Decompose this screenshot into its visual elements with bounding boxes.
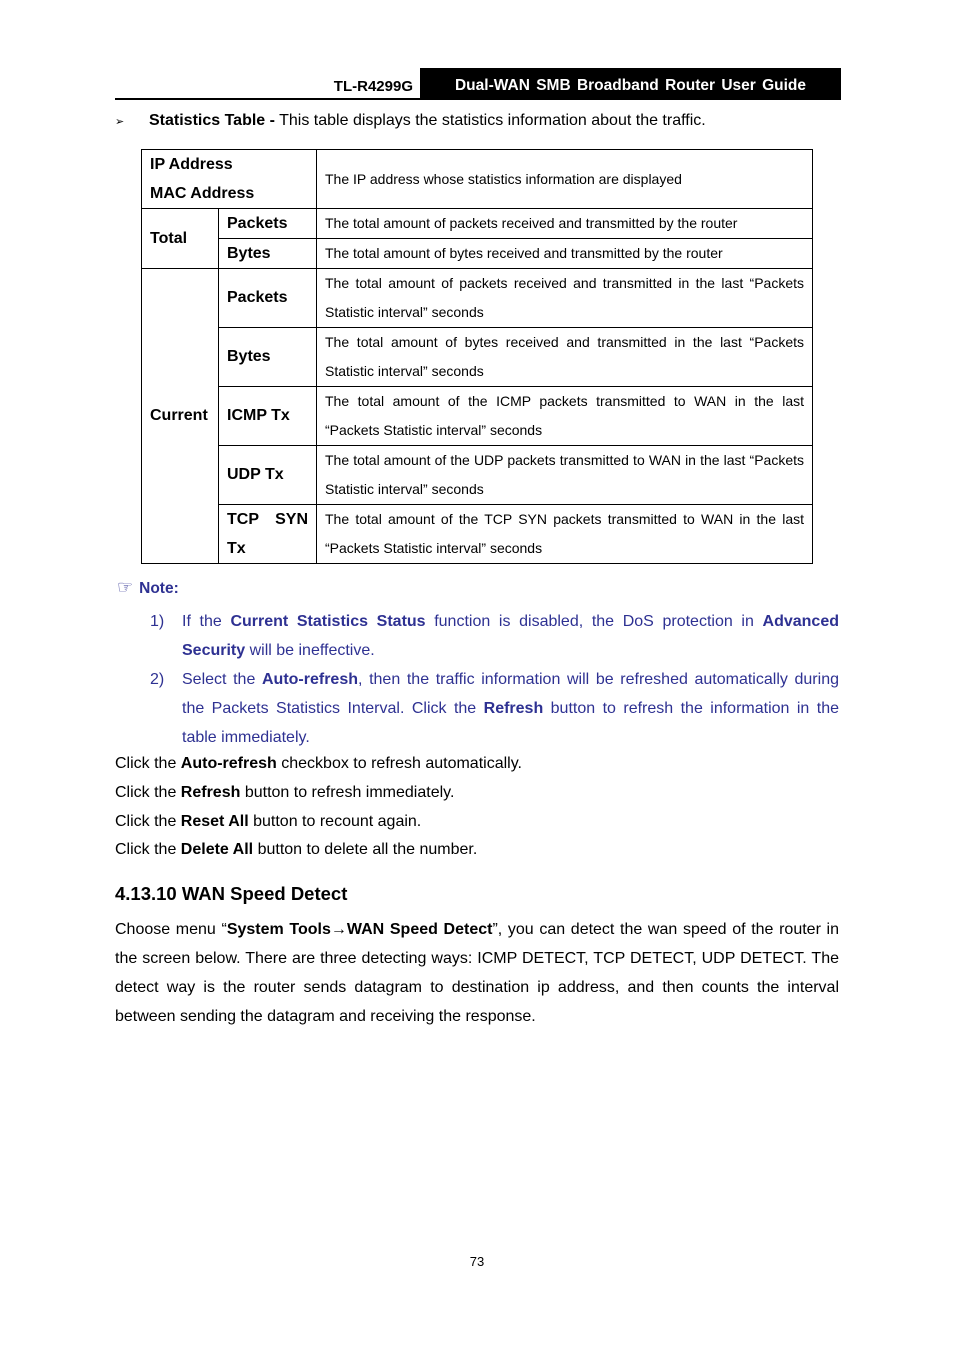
statistics-table-intro (115, 112, 706, 130)
total-label: Total (142, 209, 219, 269)
table-row (142, 387, 813, 446)
note-number: 2) (150, 671, 165, 688)
click-text: Click the (115, 755, 181, 772)
note-text: will be ineffective. (245, 642, 375, 659)
click-text: Click the (115, 841, 181, 858)
table-row (142, 446, 813, 505)
note-text: Select the (182, 671, 262, 688)
udp-tx-label: UDP Tx (219, 446, 317, 505)
total-bytes-description: The total amount of bytes received and transmitted by the router (317, 239, 813, 269)
note-text: If the (182, 613, 231, 630)
note-bold: Advanced Security (182, 613, 839, 659)
current-label: Current (142, 269, 219, 564)
note-item (150, 607, 839, 665)
intro-label: Statistics Table - (149, 112, 275, 129)
note-bold: Current Statistics Status (230, 613, 426, 630)
click-line (115, 813, 421, 831)
note-text: function is disabled, the DoS protection in (425, 613, 763, 630)
click-bold: Refresh (180, 784, 241, 801)
statistics-table (141, 149, 813, 564)
note-text: , then the traffic information will be refreshed automatically during the Packets Statistics Interval. Click the (182, 671, 839, 717)
note-bold: Refresh (483, 700, 544, 717)
total-packets-description: The total amount of packets received and transmitted by the router (317, 209, 813, 239)
page-number: 73 (469, 1254, 485, 1269)
click-line (115, 841, 477, 859)
icmp-tx-label: ICMP Tx (219, 387, 317, 446)
table-row (142, 239, 813, 269)
page-header (115, 68, 841, 100)
table-row (142, 269, 813, 328)
note-bold: Auto-refresh (261, 671, 358, 688)
click-text: Click the (115, 784, 181, 801)
note-list (150, 607, 839, 752)
ip-mac-label (142, 150, 317, 209)
click-line (115, 784, 454, 802)
model-name: TL-R4299G (333, 78, 413, 95)
note-number: 1) (150, 613, 165, 630)
intro-text: This table displays the statistics information about the traffic. (274, 112, 706, 129)
click-text: button to recount again. (248, 813, 422, 830)
click-text: button to refresh immediately. (240, 784, 455, 801)
section-paragraph (115, 915, 839, 1031)
menu-path: System Tools→WAN Speed Detect (226, 921, 493, 938)
tcp-syn-tx-label: TCP SYN Tx (219, 505, 317, 564)
note-heading (117, 577, 179, 598)
current-bytes-label: Bytes (219, 328, 317, 387)
table-row (142, 150, 813, 209)
total-packets-label: Packets (219, 209, 317, 239)
section-heading: 4.13.10 WAN Speed Detect (115, 883, 348, 904)
current-packets-description: The total amount of packets received and transmitted in the last “Packets Statistic interval” seconds (317, 269, 813, 328)
mac-address-label: MAC Address (150, 185, 255, 202)
click-text: checkbox to refresh automatically. (276, 755, 522, 772)
para-text: Choose menu “ (115, 921, 227, 938)
ip-address-label: IP Address (150, 156, 233, 173)
pointing-hand-icon: ☞ (117, 577, 134, 597)
total-bytes-label: Bytes (219, 239, 317, 269)
current-packets-label: Packets (219, 269, 317, 328)
guide-title: Dual-WAN SMB Broadband Router User Guide (420, 68, 841, 98)
icmp-tx-description: The total amount of the ICMP packets transmitted to WAN in the last “Packets Statistic interval” seconds (317, 387, 813, 446)
click-bold: Auto-refresh (180, 755, 277, 772)
ip-description: The IP address whose statistics information are displayed (317, 150, 813, 209)
click-bold: Delete All (180, 841, 254, 858)
table-row (142, 505, 813, 564)
click-line (115, 755, 522, 773)
bullet-arrow-icon: ➢ (115, 116, 125, 128)
note-item (150, 665, 839, 752)
click-text: button to delete all the number. (253, 841, 478, 858)
note-text: button to refresh the information in the table immediately. (182, 700, 840, 746)
table-row (142, 209, 813, 239)
current-bytes-description: The total amount of bytes received and transmitted in the last “Packets Statistic interval” seconds (317, 328, 813, 387)
click-bold: Reset All (180, 813, 249, 830)
note-title: Note: (139, 580, 179, 597)
click-text: Click the (115, 813, 181, 830)
udp-tx-description: The total amount of the UDP packets transmitted to WAN in the last “Packets Statistic interval” seconds (317, 446, 813, 505)
tcp-syn-tx-description: The total amount of the TCP SYN packets transmitted to WAN in the last “Packets Statistic interval” seconds (317, 505, 813, 564)
para-text: ”, you can detect the wan speed of the router in the screen below. There are three detecting ways: ICMP DETECT, TCP DETECT, UDP DETECT. The detect way is the router sends datagram to destination ip address, and then counts the interval between sending the datagram and receiving the response. (115, 921, 840, 1025)
table-row (142, 328, 813, 387)
